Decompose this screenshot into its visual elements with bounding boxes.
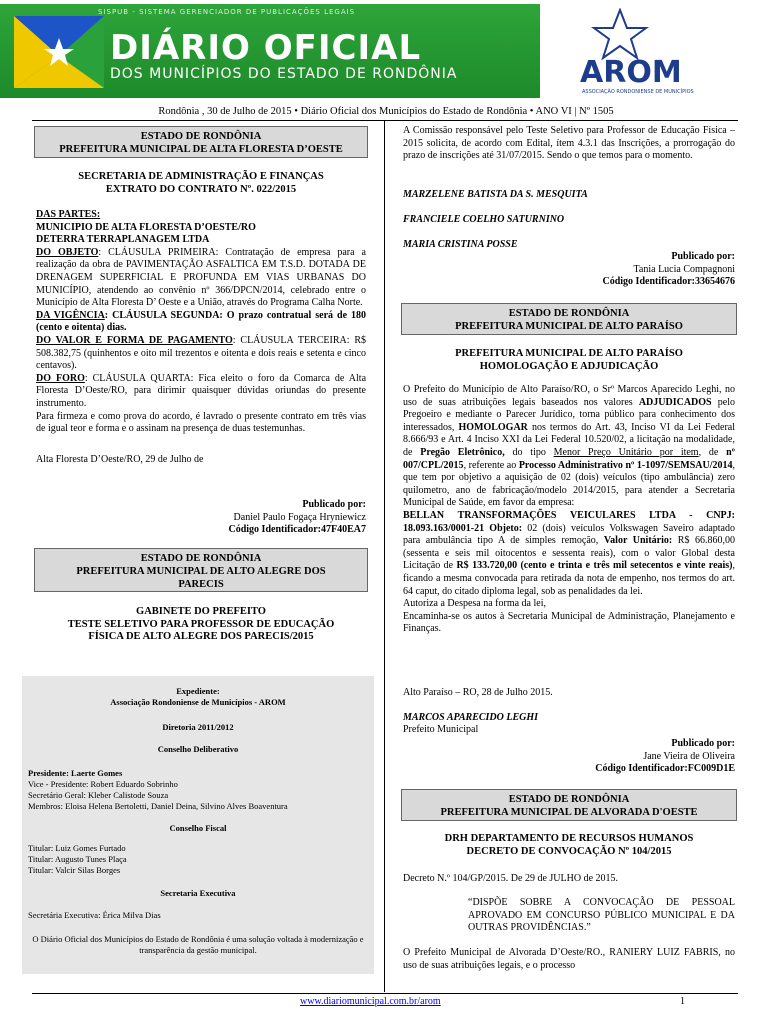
expediente-title: Expediente:: [176, 686, 220, 696]
expediente-org: Associação Rondoniense de Municípios - AROM: [110, 697, 286, 707]
masthead-subtitle-top: SISPUB - SISTEMA GERENCIADOR DE PUBLICAÇÕES LEGAIS: [98, 8, 356, 16]
gabinete-title: GABINETE DO PREFEITO TESTE SELETIVO PARA PROFESSOR DE EDUCAÇÃO FÍSICA DE ALTO ALEGRE DOS PARECIS/2015: [67, 606, 335, 643]
contract-body: [36, 209, 366, 466]
publisher-block-1: Publicado por: Daniel Paulo Fogaça Hryniewicz Código Identificador:47F40EA7: [228, 499, 366, 536]
section-header-alta-floresta: [34, 126, 368, 158]
section-header-alto-alegre: ESTADO DE RONDÔNIA PREFEITURA MUNICIPAL DE ALTO ALEGRE DOS PARECIS: [34, 548, 368, 592]
conselho-fiscal-list: Titular: Luiz Gomes Furtado Titular: Augusto Tunes Plaça Titular: Valcir Silas Borges: [28, 843, 127, 875]
homologacao-body: O Prefeito do Município de Alto Paraíso/RO, o Srº Marcos Aparecido Leghi, no uso de suas atribuições legais baseados nos valores ADJUDICADOS pelo Pregoeiro e mediante o Parecer Jurídico, torna público para conhecimento dos interessados, HOMOLOGAR nos termos do Art. 43, Inciso VI da Lei Federal 8.666/93 e Art. 4 Inciso XXI da Lei Federal 10.520/02, a licitação na modalidade, de Pregão Eletrônico, do tipo Menor Preço Unitário por item, de nº 007/CPL/2015, referente ao Processo Administrativo nº 1-1097/SEMSAU/2014, que tem por objetivo a aquisição de 02 (dois) veículos (tipo ambulância) zero quilometro, ano de fabricação/modelo 2014/2015, para atender a Secretaria Municipal de Saúde, em favor da empresa: BELLAN TRANSFORMAÇÕES VEICULARES LTDA - CNPJ: 18.093.163/0001-21 Objeto: 02 (dois) veículos Volkswagen Saveiro adaptado para ambulância tipo A de simples remoção, Valor Unitário: R$ 66.860,00 (sessenta e seis mil oitocentos e sessenta reais), com o valor Global desta Licitação de R$ 133.720,00 (cento e trinta e três mil setecentos e vinte reais), ficando a mesma convocada para retirada da nota de empenho, nos termos do art. 64 caput, do citado diploma legal, sob as penalidades da lei. Autoriza a Despesa na forma da lei, Encaminha-se os autos à Secretaria Municipal de Administração, Planejamento e Finanças.: [403, 384, 736, 635]
secretaria-executiva-name: Secretária Executiva: Érica Milva Dias: [28, 910, 161, 920]
masthead: [0, 0, 770, 100]
arom-star-icon: [590, 8, 650, 60]
foro-clause: DO FORO: CLÁUSULA QUARTA: Fica eleito o foro da Comarca de Alta Floresta D’Oeste/RO, para dirimir quaisquer dúvidas oriundas do presente instrumento.: [36, 372, 367, 409]
publisher-block-3: Publicado por: Jane Vieira de Oliveira Código Identificador:FC009D1E: [595, 738, 735, 775]
section-header-alto-paraiso: ESTADO DE RONDÔNIA PREFEITURA MUNICIPAL DE ALTO PARAÍSO: [401, 303, 737, 335]
extrato-title: EXTRATO DO CONTRATO Nº. 022/2015: [105, 183, 297, 195]
conselho-deliberativo-heading: Conselho Deliberativo: [157, 744, 239, 754]
arom-logo-subtitle: ASSOCIAÇÃO RONDONIENSE DE MUNICÍPIOS: [582, 89, 694, 95]
masthead-title: DIÁRIO OFICIAL: [110, 28, 422, 68]
expediente-footer: O Diário Oficial dos Municípios do Estado de Rondônia é uma solução voltada à modernização e transparência da gestão municipal.: [32, 934, 364, 955]
drh-title: DRH DEPARTAMENTO DE RECURSOS HUMANOS DECRETO DE CONVOCAÇÃO Nº 104/2015: [444, 833, 694, 857]
footer-link[interactable]: www.diariomunicipal.com.br/arom: [300, 996, 441, 1007]
partes-1: MUNICIPIO DE ALTA FLORESTA D’OESTE/RO: [36, 221, 256, 233]
objeto-clause: DO OBJETO: CLÁUSULA PRIMEIRA: Contratação de empresa para a realização da obra de PAVIMENTAÇÃO ASFALTICA EM T.S.D. DOTADA DE DRENAGEM SUPERFICIAL E PROFUNDA EM VIAS URBANAS DO MUNICÍPIO, atendendo ao convênio nº 366/DPCN/2014, celebrado entre o Município de Alta Floresta D’ Oeste e a União, através do Programa Calha Norte.: [36, 246, 366, 309]
firmeza-text: Para firmeza e como prova do acordo, é lavrado o presente contrato em três vias de igual teor e forma e o assinam na presença de duas testemunhas.: [36, 410, 366, 435]
local-data: Alta Floresta D’Oeste/RO, 29 de Julho de: [36, 453, 204, 465]
header-rule: [32, 120, 738, 121]
signatories: MARZELENE BATISTA DA S. MESQUITA FRANCIELE COELHO SATURNINO MARIA CRISTINA POSSE: [403, 189, 588, 250]
conselho-deliberativo-list: Presidente: Laerte Gomes Vice - Presidente: Robert Eduardo Sobrinho Secretário Geral: Kleber Calistode Souza Membros: Eloisa Helena Bertoletti, Daniel Deina, Silvino Alves Boaventura: [28, 768, 288, 811]
masthead-subtitle: DOS MUNICÍPIOS DO ESTADO DE RONDÔNIA: [110, 66, 458, 82]
arom-logo: AROM: [580, 55, 682, 90]
decreto-number: Decreto N.º 104/GP/2015. De 29 de JULHO de 2015.: [403, 873, 619, 884]
comissao-text: A Comissão responsável pelo Teste Seletivo para Professor de Educação Física – 2015 solicita, de acordo com Edital, ítem 4.3.1 das Inscrições, a prorrogação do prazo de inscrições até 31/07/2015. Sendo o que temos para o momento.: [403, 125, 735, 162]
publisher-block-2: Publicado por: Tania Lucia Compagnoni Código Identificador:33654676: [602, 251, 735, 288]
secretaria-executiva-heading: Secretaria Executiva: [160, 888, 236, 898]
decreto-ementa: “DISPÕE SOBRE A CONVOCAÇÃO DE PESSOAL APROVADO EM CONCURSO PÚBLICO MUNICIPAL E DA OUTRAS PROVIDÊNCIAS.”: [468, 897, 735, 934]
footer-rule: [32, 993, 738, 994]
valor-clause: DO VALOR E FORMA DE PAGAMENTO: CLÁUSULA TERCEIRA: R$ 508.382,75 (quinhentos e oito mil trezentos e oitenta e dois reais e setenta e cinco centavos).: [36, 334, 366, 372]
page-number: 1: [680, 996, 685, 1007]
prefeitura-name: PREFEITURA MUNICIPAL DE ALTA FLORESTA D’OESTE: [59, 144, 343, 155]
expediente-box: [22, 676, 374, 974]
contract-title: [34, 171, 368, 196]
alto-paraiso-signature: Alto Paraíso – RO, 28 de Julho 2015. MARCOS APARECIDO LEGHI Prefeito Municipal: [403, 687, 553, 736]
section-header-alvorada: ESTADO DE RONDÔNIA PREFEITURA MUNICIPAL DE ALVORADA D'OESTE: [401, 789, 737, 821]
rondonia-flag-icon: [14, 16, 104, 88]
diretoria-heading: Diretoria 2011/2012: [162, 722, 234, 732]
partes-2: DETERRA TERRAPLANAGEM LTDA: [36, 234, 210, 246]
homologacao-title: PREFEITURA MUNICIPAL DE ALTO PARAÍSO HOMOLOGAÇÃO E ADJUDICAÇÃO: [455, 348, 683, 372]
decreto-preamble: O Prefeito Municipal de Alvorada D’Oeste/RO., RANIERY LUIZ FABRIS, no uso de suas atribuições legais, e o processo: [403, 947, 735, 971]
issue-header: Rondônia , 30 de Julho de 2015 • Diário Oficial dos Municípios do Estado de Rondônia • ANO VI | Nº 1505: [158, 106, 614, 117]
conselho-fiscal-heading: Conselho Fiscal: [169, 823, 227, 833]
partes-label: DAS PARTES:: [36, 209, 101, 220]
state-name: ESTADO DE RONDÔNIA: [140, 131, 262, 142]
vigencia-clause: DA VIGÊNCIA: CLÁUSULA SEGUNDA: O prazo contratual será de 180 (cento e oitenta) dias.: [36, 309, 366, 334]
column-divider: [384, 120, 385, 992]
secretaria-title: SECRETARIA DE ADMINISTRAÇÃO E FINANÇAS: [78, 171, 324, 182]
